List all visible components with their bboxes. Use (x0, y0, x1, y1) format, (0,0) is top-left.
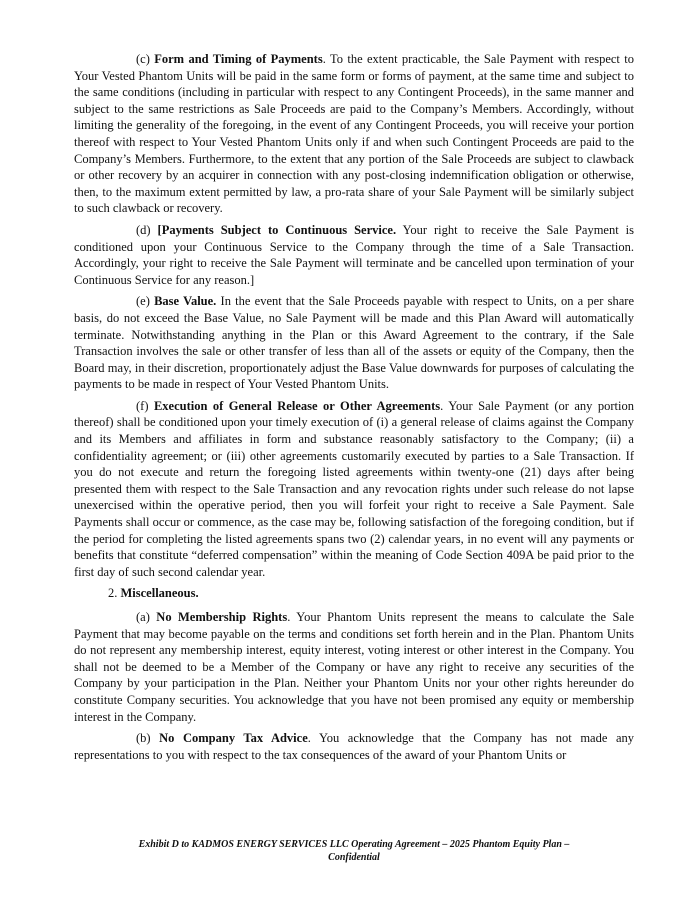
paragraph-title-suffix: . (440, 398, 444, 413)
paragraph-d (74, 222, 634, 288)
paragraph-2b (74, 730, 634, 763)
paragraph-title: No Company Tax Advice (159, 731, 308, 746)
paragraph-label: (b) (136, 731, 151, 746)
paragraph-f (74, 398, 634, 581)
paragraph-2a (74, 609, 634, 725)
paragraph-body: Your Phantom Units represent the means to calculate the Sale Payment that may become payable on the terms and conditions set forth herein and in the Plan. Phantom Units do not represent any membership interest, equity interest, voting interest or other interest in the Company. You shall not be deemed to be a Member of the Company or have any right to receive any securities of the Company by your participation in the Plan. Neither your Phantom Units nor your other rights hereunder do constitute Company securities. You acknowledge that you have not been promised any equity or membership interest in the Company. (74, 610, 634, 724)
paragraph-label: (f) (136, 398, 149, 413)
paragraph-body: In the event that the Sale Proceeds payable with respect to Units, on a per share basis, do not exceed the Base Value, no Sale Payment will be made and this Plan Award will automatically terminate. Notwithstanding anything in the Plan or this Award Agreement to the contrary, if the Sale Transaction involves the sale or other transfer of less than all of the assets or equity of the Company, then the Board may, in their discretion, proportionately adjust the Base Value downwards for purposes of calculating the payments to be made in respect of Your Vested Phantom Units. (74, 294, 634, 392)
paragraph-title: No Membership Rights (156, 610, 288, 624)
paragraph-body: Your right to receive the Sale Payment is conditioned upon your Continuous Service to the Company through the time of a Sale Transaction. Accordingly, your right to receive the Sale Payment will terminate and be cancelled upon termination of your Continuous Service for any reason.] (74, 222, 634, 287)
paragraph-e (74, 293, 634, 393)
paragraph-title: Execution of General Release or Other Agreements (153, 398, 441, 413)
paragraph-title-suffix: . (287, 610, 291, 624)
section-title: Miscellaneous. (120, 586, 199, 601)
paragraph-body: Your Sale Payment (or any portion thereof) shall be conditioned upon your timely execution of (i) a general release of claims against the Company and its Members and affiliates in form and substance reasonably satisfactory to the Company; (ii) a confidentiality agreement; or (iii) other agreements customarily executed by parties to a Sale Transaction. If you do not execute and return the foregoing listed agreements within twenty-one (21) days after being presented them with respect to the Sale Transaction and any revocation rights under such release do not lapse unexercised within the operative period, then you will forfeit your right to receive a Sale Payment. Sale Payments shall occur or commence, as the case may be, following satisfaction of the foregoing condition, but if the period for completing the listed agreements spans two (2) calendar years, in no event will any payments or benefits that constitute “deferred compensation” within the meaning of Code Section 409A be paid prior to the first day of such second calendar year. (74, 398, 634, 579)
footer-line-1: Exhibit D to KADMOS ENERGY SERVICES LLC Operating Agreement – 2025 Phantom Equity Plan – (138, 839, 570, 850)
page-footer (74, 838, 634, 864)
paragraph-title-suffix: . (322, 52, 326, 66)
paragraph-title: Form and Timing of Payments (154, 52, 323, 66)
paragraph-title: [Payments Subject to Continuous Service. (157, 222, 397, 237)
footer-line-2: Confidential (328, 852, 380, 863)
paragraph-label: (d) (136, 222, 151, 237)
paragraph-label: (c) (136, 52, 150, 66)
paragraph-label: (e) (136, 294, 150, 309)
paragraph-label: (a) (136, 610, 150, 624)
document-page (74, 51, 634, 768)
paragraph-title: Base Value. (154, 294, 217, 309)
section-heading-miscellaneous (74, 585, 634, 602)
paragraph-body: You acknowledge that the Company has not made any representations to you with respect to the tax consequences of the award of your Phantom Units or (74, 731, 634, 762)
paragraph-body: To the extent practicable, the Sale Payment with respect to Your Vested Phantom Units will be paid in the same form or forms of payment, at the same time and subject to the same conditions (including in particular with respect to any Contingent Proceeds), in the same manner and subject to the same restrictions as Sale Proceeds are paid to the Company’s Members. Accordingly, without limiting the generality of the foregoing, in the event of any Contingent Proceeds, you will receive your portion thereof with respect to Your Vested Phantom Units only if and when such Contingent Proceeds are paid to the Company’s Members. Furthermore, to the extent that any portion of the Sale Proceeds are subject to clawback or other recovery by an acquirer in connection with any post-closing indemnification obligation or otherwise, then, to the maximum extent permitted by law, a pro-rata share of your Sale Payment will be similarly subject to such clawback or recovery. (74, 52, 634, 216)
paragraph-title-suffix: . (307, 731, 311, 746)
section-number: 2. (108, 586, 118, 601)
paragraph-c (74, 51, 634, 217)
